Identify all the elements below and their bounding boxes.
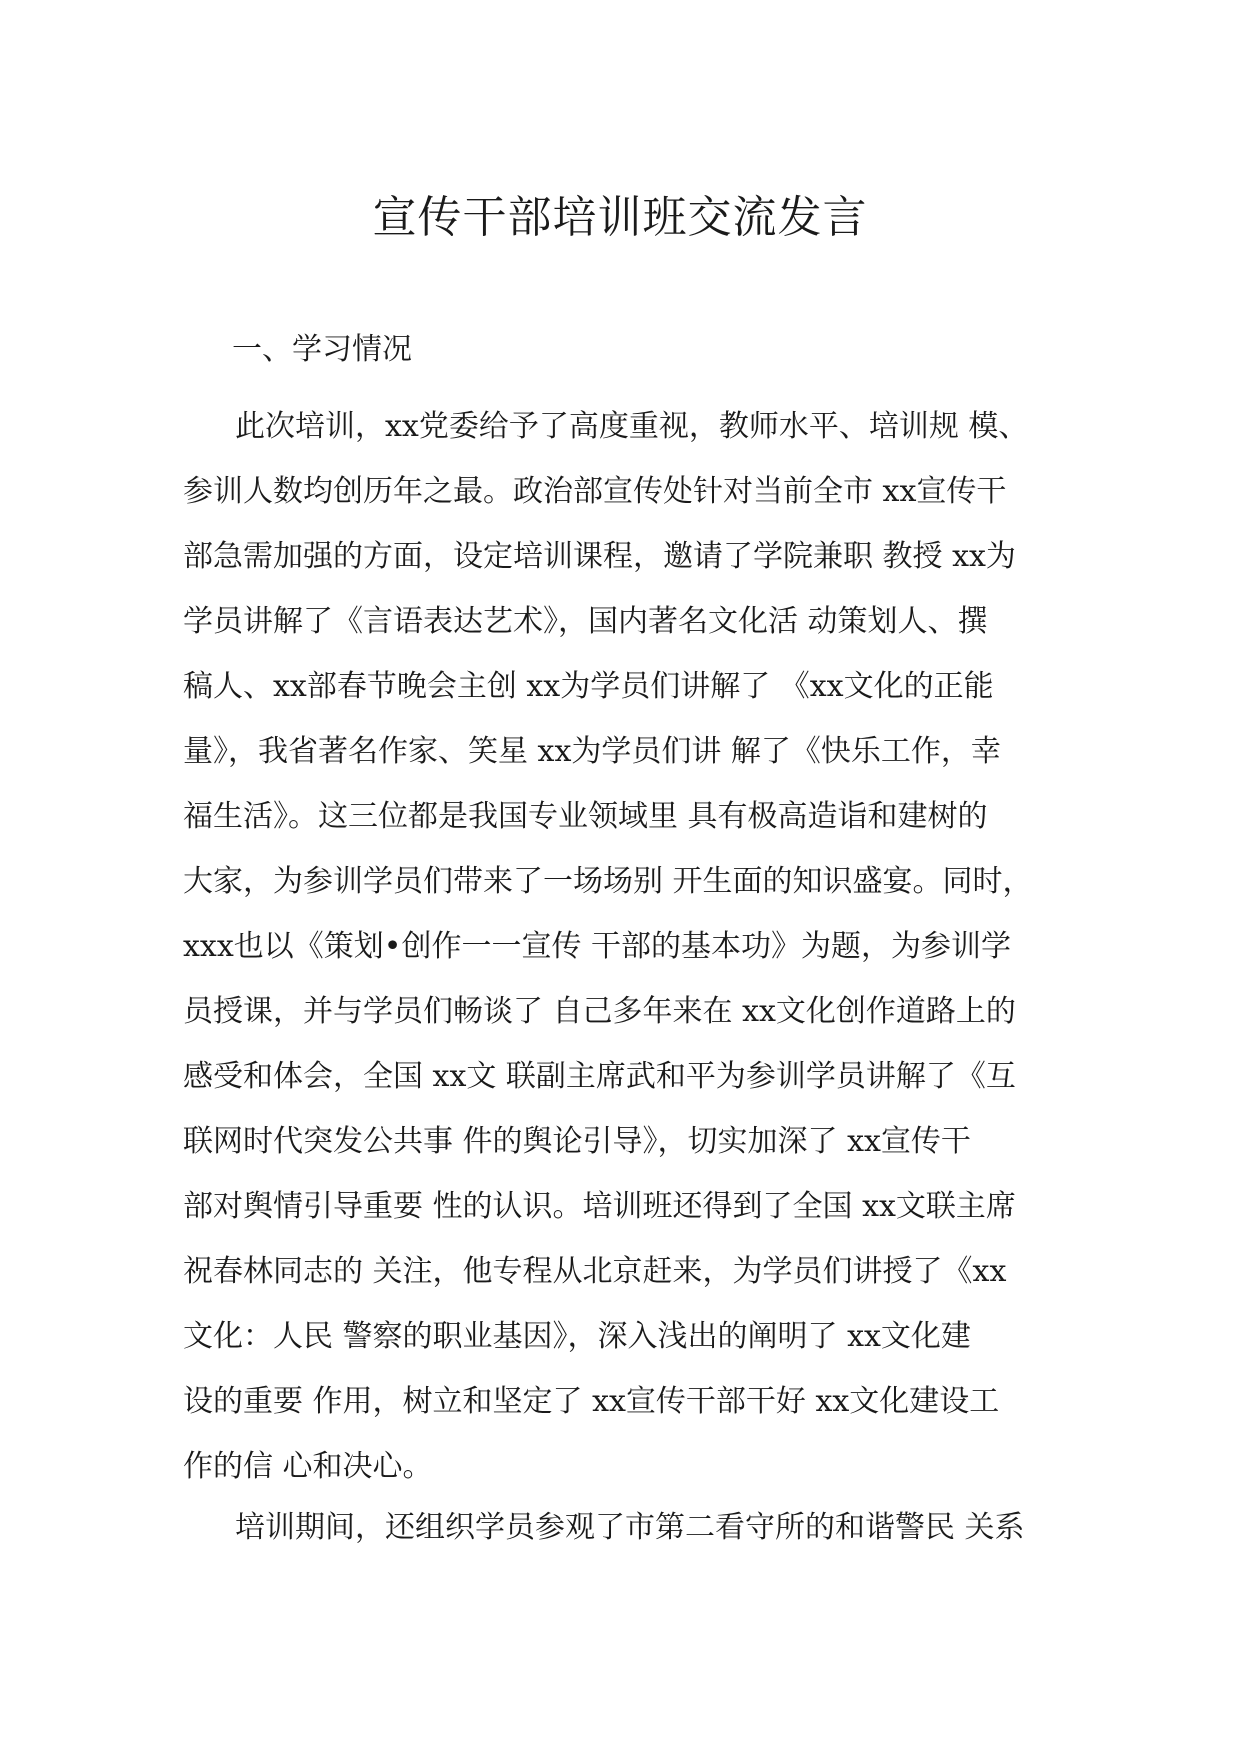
paragraph-line: 部对舆情引导重要 性的认识。培训班还得到了全国 xx文联主席 <box>183 1189 1016 1224</box>
paragraph-line: 祝春林同志的 关注，他专程从北京赶来，为学员们讲授了《xx <box>183 1254 1007 1289</box>
paragraph-line: 量》，我省著名作家、笑星 xx为学员们讲 解了《快乐工作，幸 <box>183 734 1001 769</box>
paragraph-line: 培训期间，还组织学员参观了市第二看守所的和谐警民 关系 <box>235 1510 1025 1545</box>
paragraph-line: 文化：人民 警察的职业基因》，深入浅出的阐明了 xx文化建 <box>183 1319 971 1354</box>
paragraph-training-visit <box>183 1495 1083 1560</box>
paragraph-line: 部急需加强的方面，设定培训课程，邀请了学院兼职 教授 xx为 <box>183 539 1016 574</box>
paragraph-line: 设的重要 作用，树立和坚定了 xx宣传干部干好 xx文化建设工 <box>183 1384 1000 1419</box>
paragraph-line: 联网时代突发公共事 件的舆论引导》，切实加深了 xx宣传干 <box>183 1124 971 1159</box>
paragraph-line: 福生活》。这三位都是我国专业领域里 具有极高造诣和建树的 <box>183 799 988 834</box>
document-title: 宣传干部培训班交流发言 <box>372 192 868 243</box>
paragraph-line: 学员讲解了《言语表达艺术》，国内著名文化活 动策划人、撰 <box>183 604 988 639</box>
paragraph-line: 此次培训，xx党委给予了高度重视，教师水平、培训规 模、 <box>235 409 1029 444</box>
paragraph-line: 参训人数均创历年之最。政治部宣传处针对当前全市 xx宣传干 <box>183 474 1007 509</box>
paragraph-line: 稿人、xx部春节晚会主创 xx为学员们讲解了 《xx文化的正能 <box>183 669 994 704</box>
section-heading: 一、学习情况 <box>232 332 412 367</box>
paragraph-line: xxx也以《策划•创作一一宣传 干部的基本功》为题，为参训学 <box>183 929 1011 964</box>
paragraph-line: 员授课，并与学员们畅谈了 自己多年来在 xx文化创作道路上的 <box>183 994 1016 1029</box>
paragraph-line: 作的信 心和决心。 <box>183 1449 433 1484</box>
paragraph-line: 大家，为参训学员们带来了一场场别 开生面的知识盛宴。同时， <box>183 864 1033 899</box>
paragraph-line: 感受和体会，全国 xx文 联副主席武和平为参训学员讲解了《互 <box>183 1059 1016 1094</box>
paragraph-learning-situation <box>183 394 1083 1499</box>
